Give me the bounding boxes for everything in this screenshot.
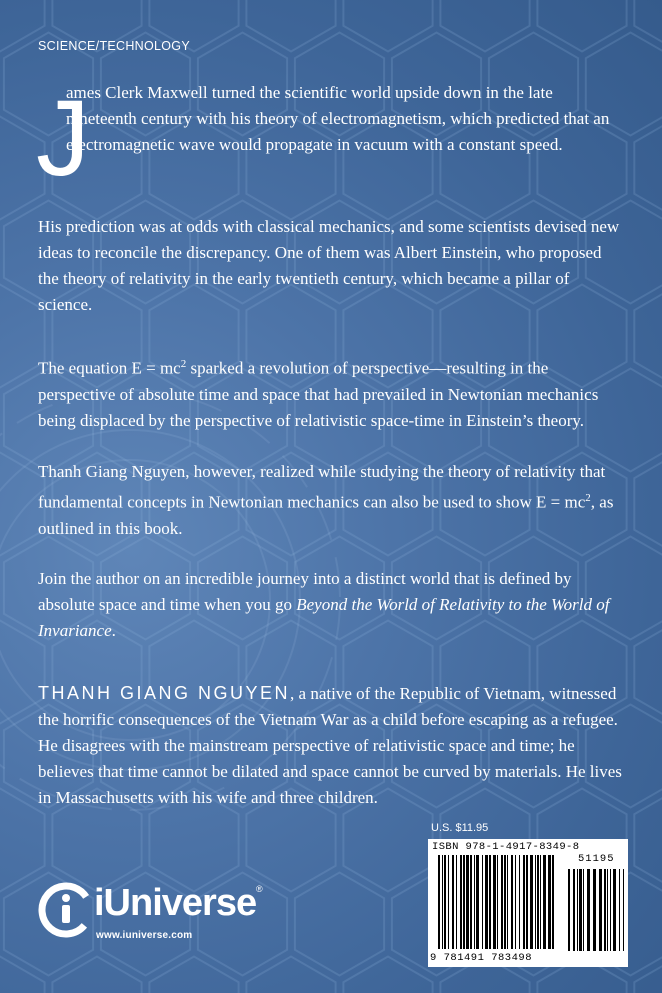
price-label: U.S. $11.95 [431,822,489,834]
barcode-bar [623,869,624,951]
paragraph-author-text-rest: , as outlined in this book. [38,492,614,538]
barcode-bar [540,855,541,949]
barcode-bar [466,855,469,949]
isbn-label: ISBN 978-1-4917-8349-8 [432,841,580,853]
paragraph-invitation-end: . [111,621,116,640]
barcode-bar [442,855,443,949]
hexagon-shape [295,873,384,976]
registered-mark: ® [256,884,263,894]
barcode-bar [456,855,457,949]
barcode-bar [444,855,446,949]
barcode-bar [485,855,488,949]
barcode-bar [535,855,536,949]
hexagon-shape [537,0,626,52]
barcode-bar [552,855,554,949]
barcode-bar [530,855,533,949]
hexagon-shape [149,957,238,993]
barcode-bar [489,855,491,949]
hexagon-shape [246,0,335,52]
hexagon-shape [246,957,335,993]
barcode-bar [607,869,608,951]
barcode-bar [438,855,440,949]
paragraph-invitation-text: Join the author on an incredible journey into a distinct world that is defined by absolute space and time when you go [38,569,572,614]
paragraph-author-realization [38,459,622,542]
hexagon-shape [343,0,432,52]
paragraph-equation-text: The equation E = mc [38,358,181,378]
superscript: 2 [180,358,187,370]
barcode-bar [452,855,454,949]
intro-paragraph: ames Clerk Maxwell turned the scientific world upside down in the late nineteenth century with his theory of electromagnetism, which predicted that an electromagnetic wave would propagate in vacuum with a constant speed. [66,83,610,154]
barcode-bar [587,869,590,951]
barcode-bar [573,869,575,951]
barcode-bar [507,855,508,949]
author-bio [38,680,622,811]
barcode-bar [583,869,584,951]
barcode-bar [519,855,520,949]
publisher-name: iUniverse [94,882,257,924]
barcode-bar [610,869,611,951]
publisher-logo [36,880,276,950]
iuniverse-swirl-icon [36,880,98,942]
paragraph-equation-text-rest: sparked a revolution of perspective—resulting in the perspective of absolute time and space that had prevailed in Newtonian mechanics being displaced by the perspective of relativistic space-time in Einstein’s theory. [38,358,599,430]
barcode-bar [543,855,546,949]
author-bio-text: , a native of the Republic of Vietnam, witnessed the horrific consequences of the Vietnam War as a child before escaping as a refugee. He disagrees with the mainstream perspective of relativistic space and time; he believes that time cannot be dilated and space cannot be curved by materials. He lives in Massachusetts with his wife and three children. [38,684,622,807]
addon-digits: 51195 [578,853,615,865]
publisher-url: www.iuniverse.com [96,930,193,941]
paragraph-author-text: Thanh Giang Nguyen, however, realized while studying the theory of relativity that fundamental concepts in Newtonian mechanics can also be used to show E = mc [38,462,606,512]
ean-digits: 9 781491 783498 [430,952,533,964]
barcode-bar [579,869,582,951]
hexagon-shape [634,957,662,993]
paragraph-equation [38,351,622,434]
barcode-bar [599,869,602,951]
isbn-barcode [428,839,628,967]
barcode-bar [613,869,616,951]
barcode-bar [463,855,465,949]
category-label: SCIENCE/TECHNOLOGY [38,39,190,53]
barcode-bar [470,855,472,949]
barcode-bar [526,855,528,949]
paragraph-prediction: His prediction was at odds with classical mechanics, and some scientists devised new ideas to reconcile the discrepancy. One of them was Albert Einstein, who proposed the theory of relativity in the early twentieth century, which became a pillar of science. [38,217,620,314]
hexagon-shape [440,0,529,52]
barcode-bar [548,855,551,949]
barcode-bar [568,869,570,951]
book-title: Beyond the World of Relativity to the World of Invariance [38,595,610,640]
drop-cap: J [36,77,90,198]
hexagon-shape [0,957,45,993]
barcode-bar [504,855,506,949]
hexagon-shape [52,957,141,993]
barcode-bar [523,855,525,949]
barcode-bar [511,855,513,949]
barcode-bar [593,869,596,951]
author-name: THANH GIANG NGUYEN [38,683,291,703]
barcode-bar [474,855,475,949]
paragraph-invitation [38,566,622,644]
barcode-bar [448,855,449,949]
barcode-bar [493,855,496,949]
superscript: 2 [585,492,591,504]
barcode-bar [619,869,620,951]
barcode-bar [577,869,578,951]
barcode-bar [460,855,462,949]
barcode-bar [515,855,516,949]
barcode-bar [537,855,539,949]
hexagon-shape [343,957,432,993]
barcode-bar [476,855,479,949]
barcode-bar [482,855,483,949]
barcode-bar [604,869,606,951]
barcode-bar [497,855,498,949]
barcode-bar [501,855,503,949]
